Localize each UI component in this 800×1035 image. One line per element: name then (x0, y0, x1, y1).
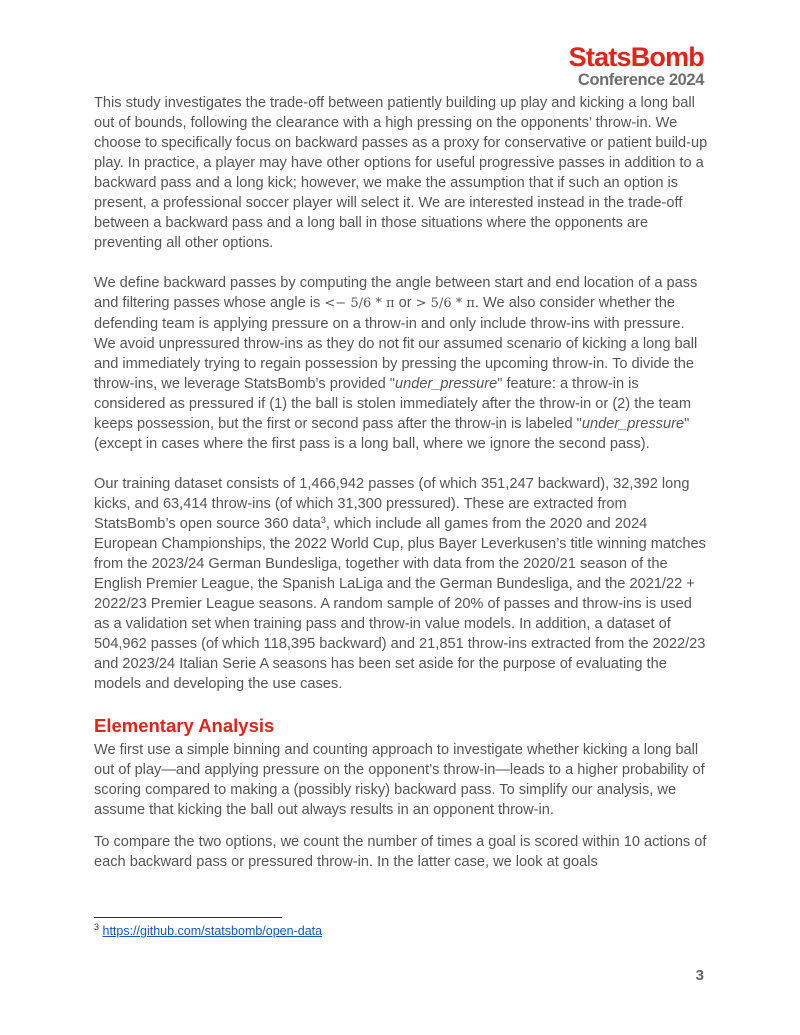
math-expression: > 5/6 * π (415, 296, 475, 311)
logo-brand: StatsBomb (568, 42, 704, 72)
footnote-link[interactable]: https://github.com/statsbomb/open-data (102, 924, 323, 938)
text-span: We define backward passes by computing the angle between start and end location of a pass and filtering passes whose angle is (94, 275, 698, 311)
footnote-marker: 3 (94, 922, 100, 932)
conference-logo (569, 44, 704, 89)
paragraph-comparison: To compare the two options, we count the number of times a goal is scored within 10 actions of each backward pass or pressured throw-in. In the latter case, we look at goals (94, 834, 707, 870)
footnote-ref[interactable]: 3 (320, 515, 326, 525)
text-span: " (except in cases where the first pass is a long ball, where we ignore the second pass). (94, 416, 690, 452)
emphasis-term: under_pressure (394, 376, 498, 392)
text-span: . We also consider whether the defending team is applying pressure on a throw-in and only include throw-ins with pressure. We avoid unpressured throw-ins as they do not fit our assumed scenario of kicking a long ball and immediately trying to regain possession by pressing the upcoming throw-in. To divide the throw-ins, we leverage StatsBomb’s provided " (94, 295, 698, 392)
text-span: , which include all games from the 2020 and 2024 European Championships, the 2022 World Cup, plus Bayer Leverkusen’s title winning matches from the 2023/24 German Bundesliga, together with data from the 2020/21 season of the English Premier League, the Spanish LaLiga and the German Bundesliga, and the 2021/22 + 2022/23 Premier League seasons. A random sample of 20% of passes and throw-ins is used as a validation set when training pass and throw-in value models. In addition, a dataset of 504,962 passes (of which 118,395 backward) and 21,851 throw-ins extracted from the 2022/23 and 2023/24 Italian Serie A seasons has been set aside for the purpose of evaluating the models and developing the use cases. (94, 516, 706, 692)
text-span: or (394, 295, 416, 311)
math-expression: <− 5/6 * π (324, 296, 395, 311)
paragraph-dataset (94, 474, 710, 694)
section-heading: Elementary Analysis (94, 715, 275, 736)
emphasis-term: under_pressure (581, 416, 685, 432)
logo-subtitle: Conference 2024 (577, 71, 704, 89)
paragraph-definition (94, 273, 710, 454)
footnote-divider (94, 917, 282, 918)
paragraph-analysis: We first use a simple binning and counting approach to investigate whether kicking a long ball out of play—and applying pressure on the opponent’s throw-in—leads to a higher probability of scoring compared to making a (possibly risky) backward pass. To simplify our analysis, we assume that kicking the ball out always results in an opponent throw-in. (94, 742, 705, 818)
text-span: " feature: a throw-in is considered as pressured if (1) the ball is stolen immediately after the throw-in or (2) the team keeps possession, but the first or second pass after the throw-in is labeled " (94, 376, 691, 432)
footnote (94, 924, 322, 938)
main-content (94, 93, 710, 892)
paragraph-intro: This study investigates the trade-off between patiently building up play and kicking a long ball out of bounds, following the clearance with a high pressing on the opponents’ throw-in. We choose to specifically focus on backward passes as a proxy for conservative or patient build-up play. In practice, a player may have other options for useful progressive passes in addition to a backward pass and a long kick; however, we make the assumption that if such an option is present, a professional soccer player will select it. We are interested instead in the trade-off between a backward pass and a long ball in those situations where the opponents are preventing all other options. (94, 95, 708, 251)
text-span: Our training dataset consists of 1,466,942 passes (of which 351,247 backward), 32,392 long kicks, and 63,414 throw-ins (of which 31,300 pressured). These are extracted from StatsBomb’s open source 360 data (94, 476, 690, 532)
page-number: 3 (695, 967, 704, 984)
